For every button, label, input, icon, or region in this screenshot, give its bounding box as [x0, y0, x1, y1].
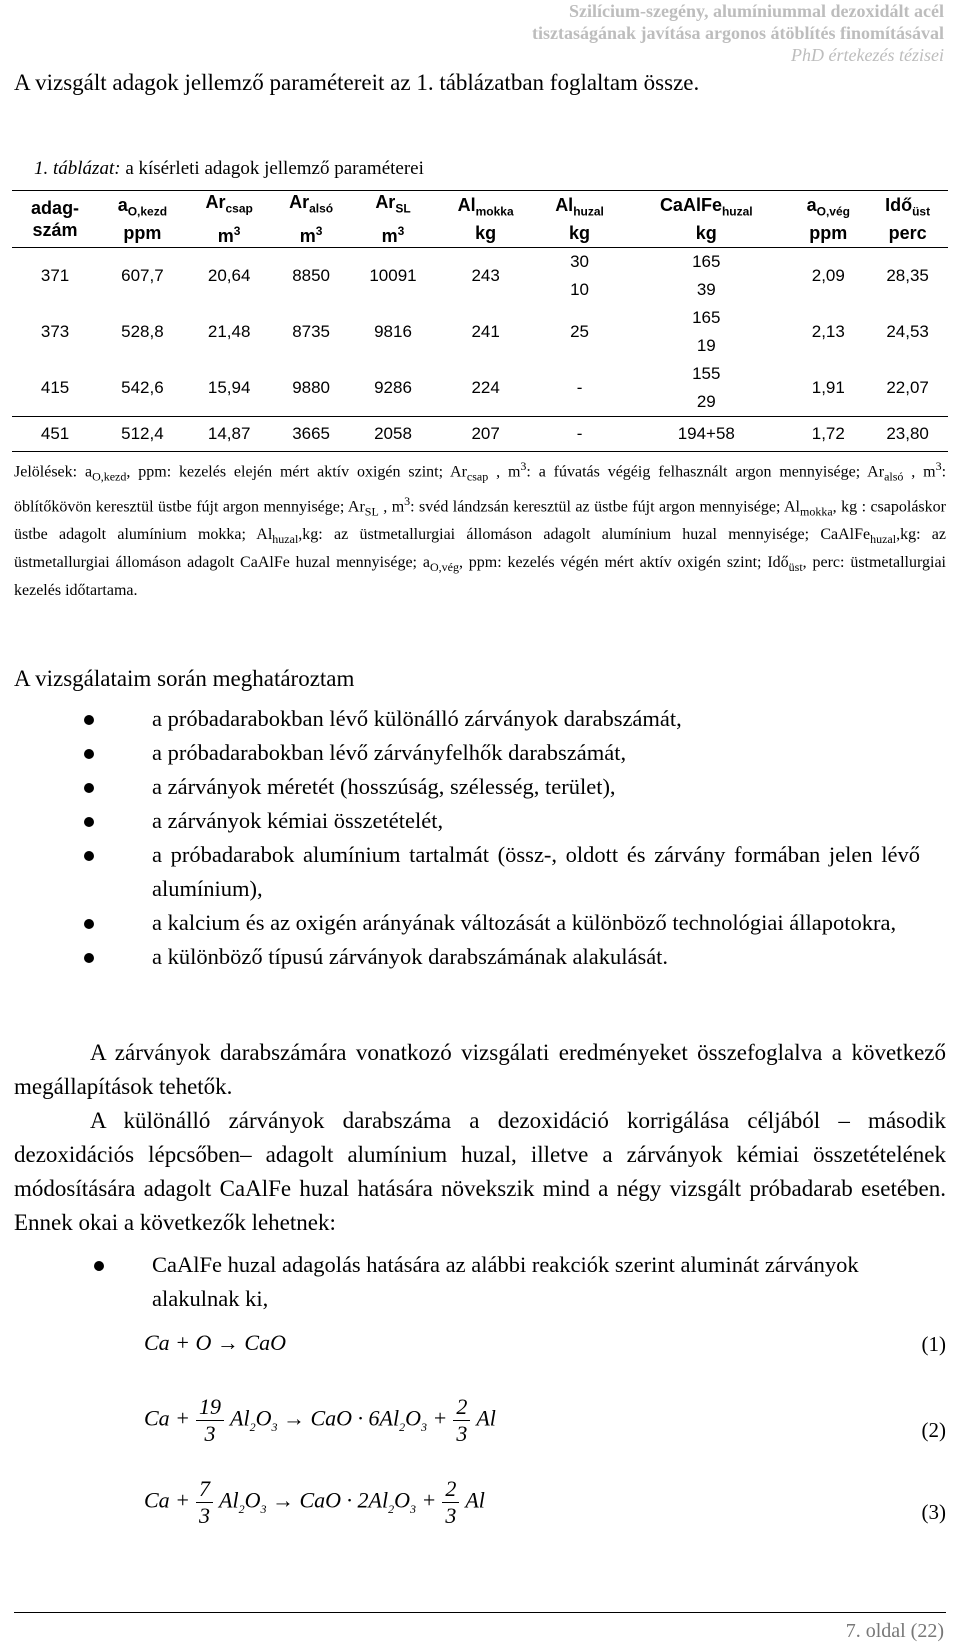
table-row [12, 360, 948, 417]
table-cell: 373 [40, 322, 70, 341]
table-caption-label: 1. táblázat: [34, 158, 121, 179]
col-header-caalfe-huzal: CaAlFe$_{huzal}$ kg [623, 191, 789, 248]
table-cell: 224 [471, 378, 500, 397]
table-cell: 371 [40, 266, 70, 285]
findings-list [74, 702, 920, 974]
table-cell: 512,4 [98, 417, 187, 452]
table-legend-notes: Jelölések: $a_{O,kezd}$, ppm: kezelés elején mért aktív oxigén szint; $Ar_{csap}$ , $m^3$: a fúvatás végéig felhasznált argon mennyisége; $Ar_{alsó}$ , $m^3$: öblítőkövön keresztül üstbe fújt argon mennyisége; $Ar_{SL}$ , $m^3$: svéd lándzsán keresztül az üstbe fújt argon mennyisége; $Al_{mokka}$, kg : csapoláskor üstbe adagolt alumínium mokka; $Al_{huzal},kg$: az üstmetallurgiai állomáson adagolt alumínium huzal mennyisége; CaAlFe$_{huzal}$,kg: az üstmetallurgiai állomáson adagolt CaAlFe huzal mennyisége; $a_{O,vég}$, ppm: kezelés végén mért aktív oxigén szint; Idő$_{üst}$, perc: üstmetallurgiai kezelés időtartama. [14, 459, 947, 600]
col-header-adagszam: adag- szám [12, 191, 98, 248]
bullet-icon [84, 715, 94, 725]
col-header-ar-also: $Ar_{alsó}$ $m^3$ [272, 191, 351, 248]
table-cell: 28,35 [886, 266, 929, 285]
equation-1-number: (1) [921, 1332, 946, 1356]
list-item: a különböző típusú zárványok darabszámának alakulását. [74, 940, 920, 974]
table-cell: 20,64 [207, 266, 251, 285]
parameters-table [12, 190, 948, 452]
list-item: a zárványok méretét (hosszúság, szélesség, terület), [74, 770, 920, 804]
table-cell: 8850 [292, 266, 331, 285]
table-cell: 2,13 [811, 322, 845, 341]
paragraph: A különálló zárványok darabszáma a dezoxidáció korrigálása céljából – második dezoxidációs lépcsőben– adagolt alumínium huzal, illetve a zárványok kémiai összetételének módosítására adagolt CaAlFe huzal hatására növekszik mind a négy vizsgált próbadarab esetében. Ennek okai a következők lehetnek: [14, 1108, 946, 1235]
table-cell: 528,8 [121, 322, 164, 341]
bullet-icon [84, 783, 94, 793]
col-header-ao-kezd: $a_{O,kezd}$ ppm [98, 191, 187, 248]
footer-divider [14, 1612, 946, 1613]
table-cell: - [576, 378, 583, 397]
table-cell: 23,80 [867, 417, 948, 452]
findings-intro: A vizsgálataim során meghatároztam [14, 666, 355, 691]
intro-sentence: A vizsgált adagok jellemző paramétereit az 1. táblázatban foglaltam össze. [14, 70, 700, 95]
list-item: a próbadarabokban lévő zárványfelhők darabszámát, [74, 736, 920, 770]
table-cell: 243 [471, 266, 500, 285]
table-cell: 207 [435, 417, 535, 452]
table-cell: 155 29 [692, 364, 721, 411]
table-cell: 165 19 [692, 308, 721, 355]
page-number: 7. oldal (22) [845, 1620, 944, 1642]
table-cell: 241 [471, 322, 500, 341]
table-cell: 2058 [351, 417, 436, 452]
table-cell: 607,7 [121, 266, 164, 285]
header-title-line2: tisztaságának javítása argonos átöblítés finomításával [531, 23, 944, 43]
paragraph: A zárványok darabszámára vonatkozó vizsgálati eredményeket összefoglalva a következő megállapítások tehetők. [14, 1040, 946, 1099]
table-caption-text: a kísérleti adagok jellemző paraméterei [120, 158, 424, 179]
col-header-ar-csap: $Ar_{csap}$ $m^3$ [187, 191, 272, 248]
table-caption [34, 158, 424, 180]
table-cell: 14,87 [187, 417, 272, 452]
table-cell: 9286 [374, 378, 412, 397]
table-cell: 165 39 [692, 252, 721, 299]
col-header-al-mokka: $Al_{mokka}$ kg [435, 191, 535, 248]
bullet-icon [84, 749, 94, 759]
col-header-ar-sl: $Ar_{SL}$ $m^3$ [351, 191, 436, 248]
table-cell: 10091 [369, 266, 417, 285]
bullet-icon [84, 817, 94, 827]
reaction-list [94, 1248, 924, 1316]
list-item: CaAlFe huzal adagolás hatására az alábbi reakciók szerint aluminát zárványok alakulnak ki, [94, 1248, 924, 1316]
table-cell: 15,94 [207, 378, 251, 397]
table-cell: 9816 [374, 322, 412, 341]
table-cell: 30 10 [570, 252, 589, 299]
table-header-row [12, 191, 948, 248]
running-header [532, 0, 944, 66]
table-cell: 21,48 [207, 322, 251, 341]
list-item: a próbadarabok alumínium tartalmát (össz-, oldott és zárvány formában jelen lévő alumínium), [74, 838, 920, 906]
body-paragraphs [14, 1036, 946, 1240]
bullet-icon [94, 1261, 104, 1271]
col-header-al-huzal: $Al_{huzal}$ kg [536, 191, 623, 248]
table-cell: 25 [570, 322, 589, 341]
table-cell: 1,91 [811, 378, 845, 397]
table-row [12, 417, 948, 452]
equation-2-number: (2) [921, 1418, 946, 1442]
equation-1: Ca + O → CaO [144, 1330, 286, 1355]
table-cell: 22,07 [886, 378, 929, 397]
table-cell: 415 [40, 378, 70, 397]
table-cell: 194+58 [623, 417, 789, 452]
table-cell: 1,72 [789, 417, 867, 452]
header-subtitle: PhD értekezés tézisei [791, 45, 944, 65]
bullet-icon [84, 919, 94, 929]
table-cell: 9880 [292, 378, 331, 397]
table-cell: 24,53 [886, 322, 929, 341]
table-cell: 8735 [292, 322, 331, 341]
list-item: a próbadarabokban lévő különálló zárványok darabszámát, [74, 702, 920, 736]
col-header-ido-ust: Idő$_{üst}$ perc [867, 191, 948, 248]
table-cell: 451 [12, 417, 98, 452]
table-cell: 542,6 [121, 378, 164, 397]
equation-3-number: (3) [921, 1500, 946, 1524]
list-item: a kalcium és az oxigén arányának változását a különböző technológiai állapotokra, [74, 906, 920, 940]
header-title-line1: Szilícium-szegény, alumíniummal dezoxidált acél [569, 1, 944, 21]
bullet-icon [84, 851, 94, 861]
equation-2: Ca + $\frac{19}{3}$ $Al_2O_3$ → CaO · $6Al_2O_3$ + $\frac{2}{3}$ Al [144, 1394, 496, 1446]
bullet-icon [84, 953, 94, 963]
list-item: a zárványok kémiai összetételét, [74, 804, 920, 838]
table-row [12, 304, 948, 360]
table-row [12, 248, 948, 305]
col-header-ao-veg: $a_{O,vég}$ ppm [789, 191, 867, 248]
table-cell: 2,09 [811, 266, 845, 285]
table-cell: 3665 [272, 417, 351, 452]
table-cell: - [536, 417, 623, 452]
equation-3: Ca + $\frac{7}{3}$ $Al_2O_3$ → CaO · $2Al_2O_3$ + $\frac{2}{3}$ Al [144, 1476, 485, 1528]
